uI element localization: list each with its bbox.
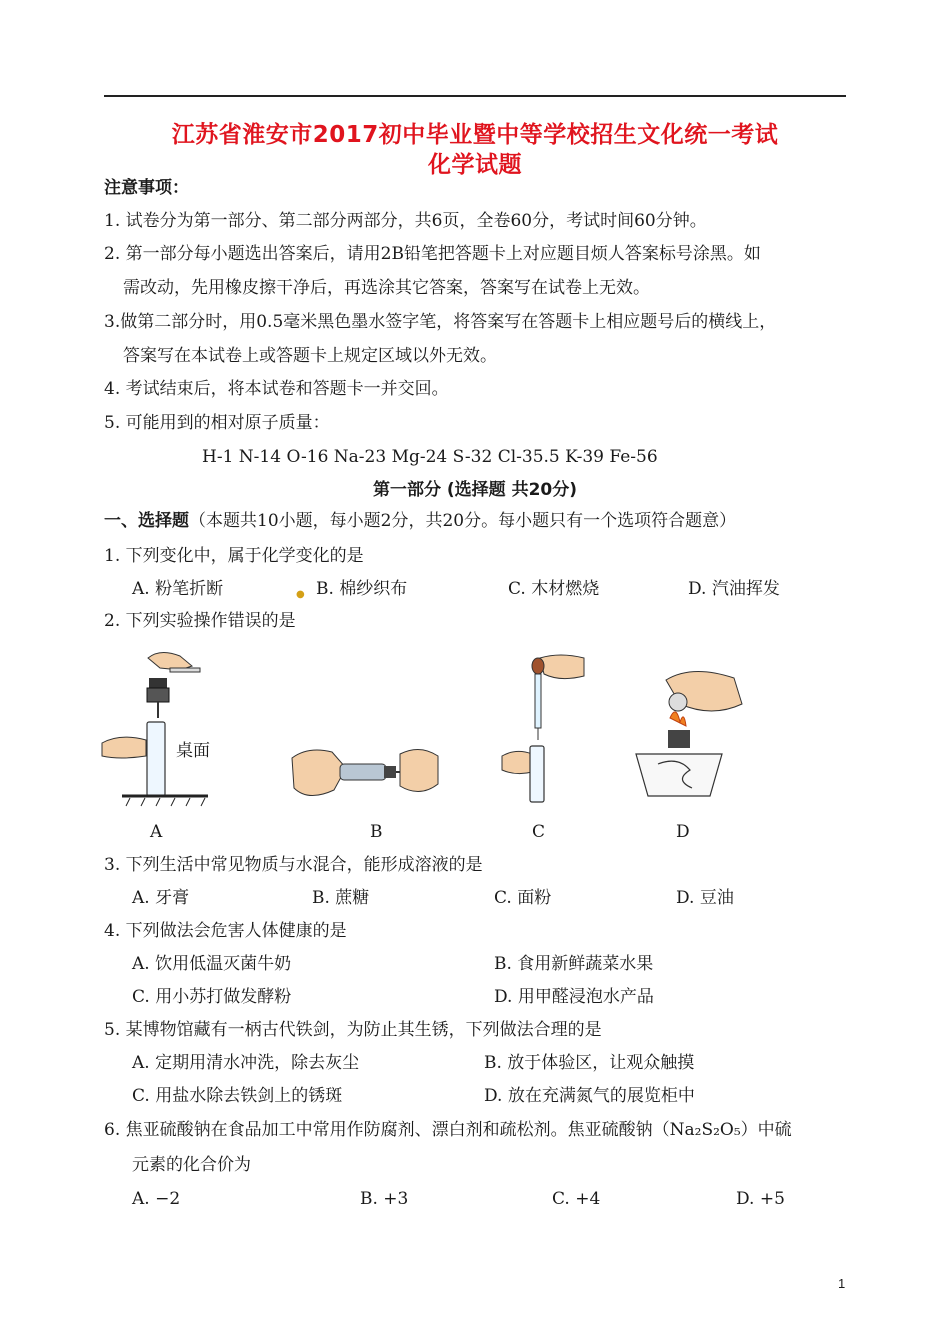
stray-dot: ● (296, 589, 305, 600)
q6-option-d: D. +5 (736, 1189, 785, 1209)
q6-option-b: B. +3 (360, 1189, 409, 1209)
q3-option-b: B. 蔗糖 (312, 888, 370, 908)
exam-title: 江苏省淮安市2017初中毕业暨中等学校招生文化统一考试 (171, 122, 779, 148)
q4-option-a: A. 饮用低温灭菌牛奶 (132, 954, 292, 974)
q4-option-b: B. 食用新鲜蔬菜水果 (494, 954, 654, 974)
figure-a-table-label: 桌面 (176, 741, 210, 761)
page-number: 1 (838, 1276, 846, 1291)
notice-heading: 注意事项： (104, 178, 189, 198)
notice-item-4: 4. 考试结束后，将本试卷和答题卡一并交回。 (104, 379, 449, 399)
figure-c-illustration (500, 648, 590, 813)
part1-heading: 第一部分 (选择题 共20分) (372, 480, 578, 500)
section-label: 一、选择题 (104, 511, 189, 531)
q5-option-b: B. 放于体验区，让观众触摸 (484, 1053, 695, 1073)
figure-label-b: B (370, 822, 383, 842)
q1-stem: 1. 下列变化中，属于化学变化的是 (104, 546, 364, 566)
q3-option-d: D. 豆油 (676, 888, 734, 908)
figure-a-illustration (100, 648, 215, 808)
q2-stem: 2. 下列实验操作错误的是 (104, 611, 296, 631)
q3-option-c: C. 面粉 (494, 888, 552, 908)
q1-option-d: D. 汽油挥发 (688, 579, 780, 599)
q6-option-a: A. −2 (132, 1189, 181, 1209)
figure-label-a: A (150, 822, 163, 842)
figure-b-illustration (288, 738, 443, 808)
figure-label-d: D (676, 822, 690, 842)
q1-option-c: C. 木材燃烧 (508, 579, 600, 599)
q5-option-c: C. 用盐水除去铁剑上的锈斑 (132, 1086, 343, 1106)
q1-option-b: B. 棉纱织布 (316, 579, 408, 599)
q1-option-a: A. 粉笔折断 (132, 579, 224, 599)
notice-item-3: 3.做第二部分时，用0.5毫米黑色墨水签字笔，将答案写在答题卡上相应题号后的横线上， (104, 312, 777, 332)
q4-option-c: C. 用小苏打做发酵粉 (132, 987, 292, 1007)
header-rule (104, 95, 846, 97)
q4-stem: 4. 下列做法会危害人体健康的是 (104, 921, 347, 941)
exam-subtitle: 化学试题 (428, 152, 522, 178)
q3-option-a: A. 牙膏 (132, 888, 190, 908)
q4-option-d: D. 用甲醛浸泡水产品 (494, 987, 654, 1007)
notice-item-3-cont: 答案写在本试卷上或答题卡上规定区域以外无效。 (123, 346, 497, 366)
q6-stem-cont: 元素的化合价为 (132, 1155, 251, 1175)
q5-option-d: D. 放在充满氮气的展览柜中 (484, 1086, 695, 1106)
q6-option-c: C. +4 (552, 1189, 601, 1209)
q5-stem: 5. 某博物馆藏有一柄古代铁剑，为防止其生锈，下列做法合理的是 (104, 1020, 602, 1040)
atomic-masses: H-1 N-14 O-16 Na-23 Mg-24 S-32 Cl-35.5 K-39 Fe-56 (202, 447, 658, 467)
section-note: （本题共10小题，每小题2分，共20分。每小题只有一个选项符合题意） (189, 511, 737, 531)
figure-d-illustration (622, 660, 752, 810)
notice-item-2-cont: 需改动，先用橡皮擦干净后，再选涂其它答案，答案写在试卷上无效。 (123, 278, 650, 298)
notice-item-2: 2. 第一部分每小题选出答案后，请用2B铅笔把答题卡上对应题目烦人答案标号涂黑。如 (104, 244, 761, 264)
figure-label-c: C (532, 822, 546, 842)
q3-stem: 3. 下列生活中常见物质与水混合，能形成溶液的是 (104, 855, 483, 875)
q6-stem: 6. 焦亚硫酸钠在食品加工中常用作防腐剂、漂白剂和疏松剂。焦亚硫酸钠（Na₂S₂O₅）中硫 (104, 1120, 792, 1140)
section-one (104, 510, 736, 532)
notice-item-5: 5. 可能用到的相对原子质量： (104, 413, 330, 433)
notice-item-1: 1. 试卷分为第一部分、第二部分两部分，共6页，全卷60分，考试时间60分钟。 (104, 211, 707, 231)
q5-option-a: A. 定期用清水冲洗，除去灰尘 (132, 1053, 360, 1073)
